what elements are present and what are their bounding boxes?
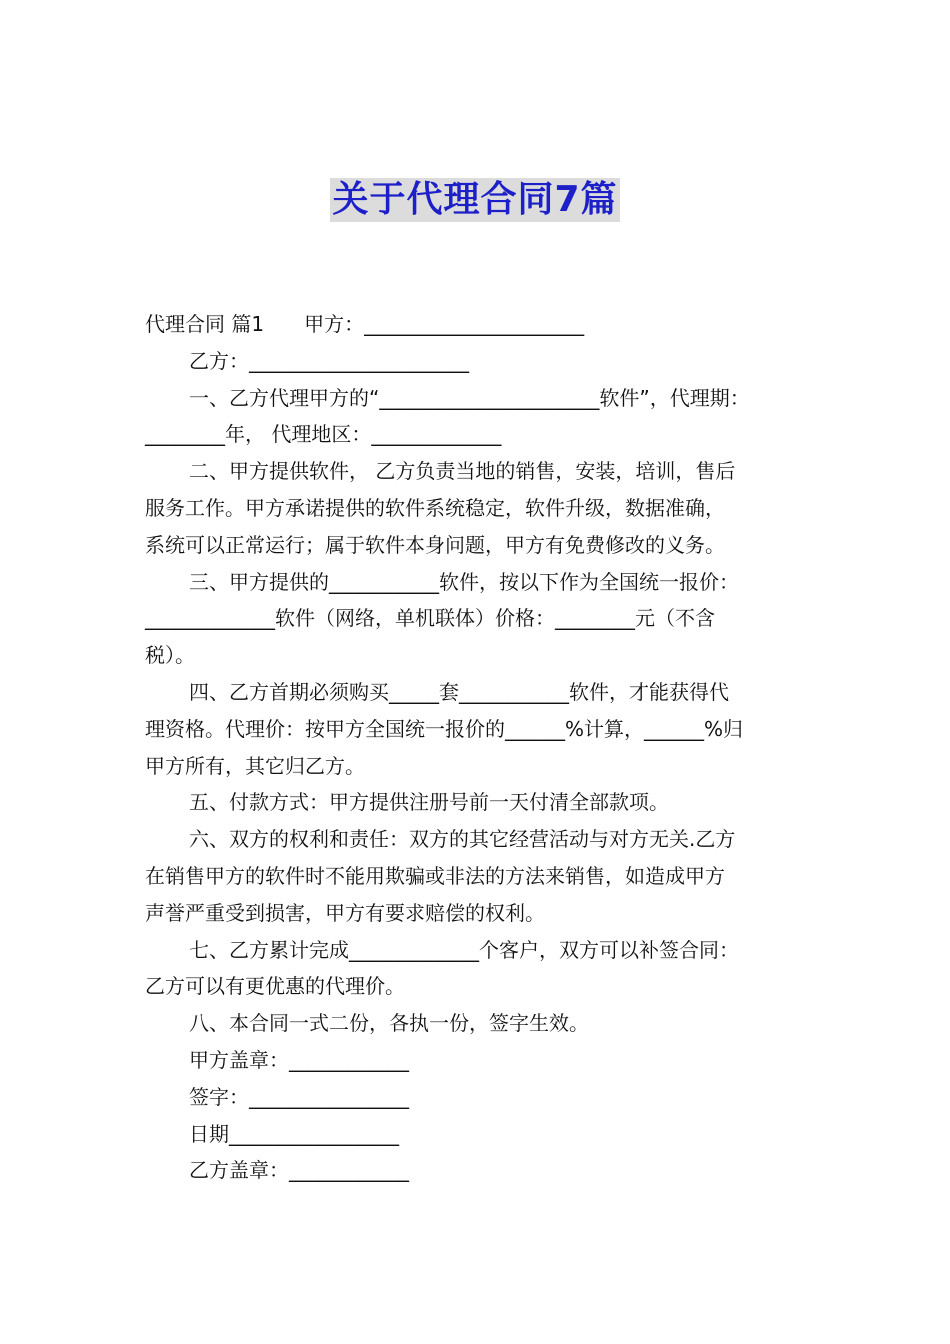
- clause-4-line-2: 理资格。代理价：按甲方全国统一报价的______%计算，______%归: [145, 716, 744, 741]
- contract-heading: 代理合同 篇1: [145, 312, 265, 336]
- clause-3-line-1: 三、甲方提供的___________软件，按以下作为全国统一报价：: [189, 569, 739, 594]
- clause-1-line-1: 一、乙方代理甲方的“______________________软件”，代理期：: [189, 385, 750, 410]
- party-b-seal-field: 乙方盖章：____________: [189, 1158, 409, 1183]
- clause-7-line-1: 七、乙方累计完成_____________个客户，双方可以补签合同：: [189, 937, 739, 962]
- clause-4-line-3: 甲方所有，其它归乙方。: [145, 753, 365, 778]
- clause-3-line-2: _____________软件（网络，单机联体）价格：________元（不含: [145, 606, 715, 631]
- clause-7-line-2: 乙方可以有更优惠的代理价。: [145, 974, 405, 999]
- party-b-field: 乙方：______________________: [189, 348, 469, 373]
- clause-1-line-2: ________年， 代理地区：_____________: [145, 422, 502, 447]
- clause-6-line-2: 在销售甲方的软件时不能用欺骗或非法的方法来销售，如造成甲方: [145, 863, 725, 888]
- party-a-field: 甲方：______________________: [304, 312, 585, 336]
- clause-2-line-3: 系统可以正常运行；属于软件本身问题，甲方有免费修改的义务。: [145, 532, 725, 557]
- clause-8-line-1: 八、本合同一式二份，各执一份，签字生效。: [189, 1011, 589, 1036]
- clause-2-line-1: 二、甲方提供软件， 乙方负责当地的销售，安装，培训，售后: [189, 459, 736, 484]
- clause-2-line-2: 服务工作。甲方承诺提供的软件系统稳定，软件升级，数据准确，: [145, 495, 725, 520]
- clause-6-line-1: 六、双方的权利和责任：双方的其它经营活动与对方无关.乙方: [189, 827, 736, 852]
- party-a-seal-field: 甲方盖章：____________: [189, 1047, 409, 1072]
- date-field: 日期_________________: [189, 1121, 399, 1146]
- contract-heading-line: [145, 306, 810, 343]
- document-title: 关于代理合同7篇: [332, 179, 618, 220]
- document-body: [145, 306, 810, 1189]
- title-container: [0, 178, 950, 222]
- clause-4-line-1: 四、乙方首期必须购买_____套___________软件，才能获得代: [189, 679, 729, 704]
- clause-5-line-1: 五、付款方式：甲方提供注册号前一天付清全部款项。: [189, 790, 669, 815]
- signature-field: 签字：________________: [189, 1084, 409, 1109]
- clause-3-line-3: 税）。: [145, 643, 195, 668]
- clause-6-line-3: 声誉严重受到损害，甲方有要求赔偿的权利。: [145, 900, 545, 925]
